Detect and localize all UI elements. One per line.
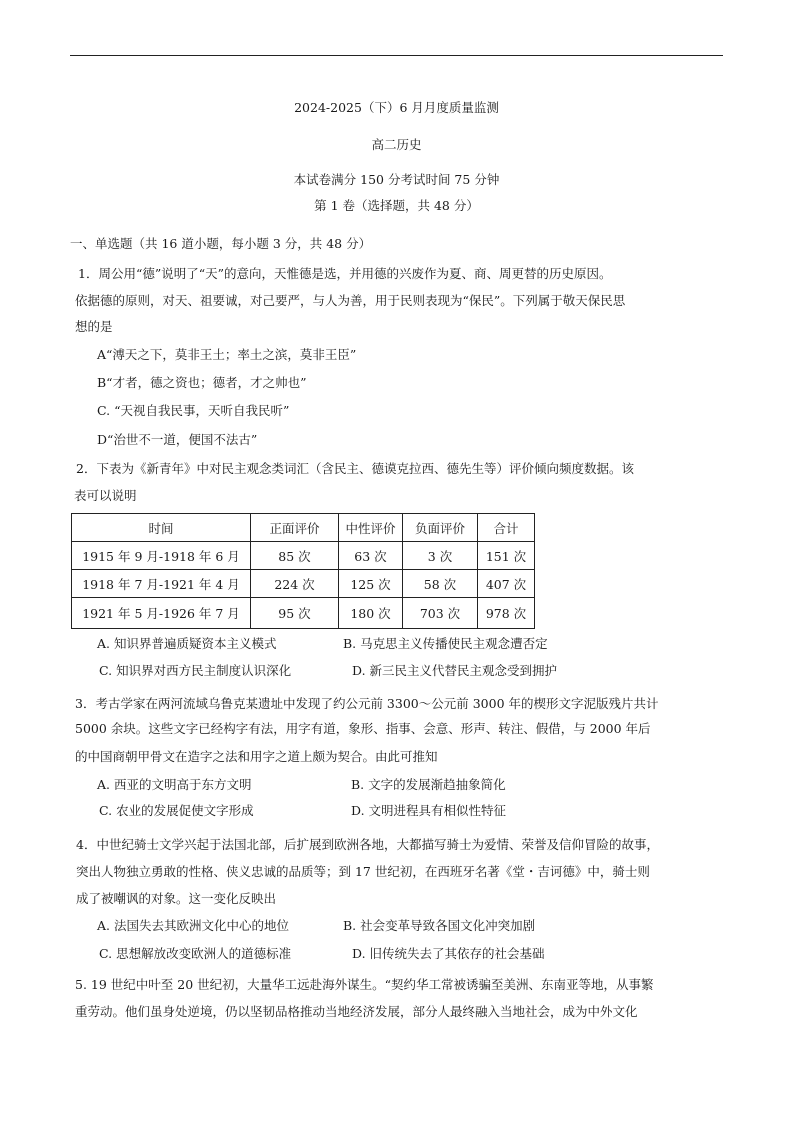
q2-line-2: 表可以说明 [74,488,137,503]
table-header-cell: 负面评价 [403,514,478,542]
q1-line-1: 1．周公用“德”说明了“天”的意向，天惟德是选，并用德的兴废作为夏、商、周更替的历史原因。 [78,266,612,281]
table-cell: 1918 年 7 月-1921 年 4 月 [72,570,251,598]
q1-line-3: 想的是 [75,319,113,334]
table-cell: 151 次 [478,542,535,570]
q2-option-b: B. 马克思主义传播使民主观念遭否定 [343,636,548,651]
q3-option-b: B. 文字的发展渐趋抽象简化 [351,777,506,792]
q4-option-d: D. 旧传统失去了其依存的社会基础 [352,946,545,961]
q4-line-3: 成了被嘲讽的对象。这一变化反映出 [76,891,277,906]
q3-line-3: 的中国商朝甲骨文在造字之法和用字之道上颇为契合。由此可推知 [75,749,438,764]
q1-option-d: D“治世不一道，便国不法古” [97,432,258,447]
table-cell: 58 次 [403,570,478,598]
volume-title: 第 1 卷（选择题，共 48 分） [314,198,479,213]
table-header-row [72,514,535,542]
q2-line-1: 2．下表为《新青年》中对民主观念类词汇（含民主、德谟克拉西、德先生等）评价倾向频度数据。该 [76,461,634,476]
table-cell: 180 次 [339,598,403,629]
q3-line-1: 3．考古学家在两河流域乌鲁克某遗址中发现了约公元前 3300～公元前 3000 年的楔形文字泥版残片共计 [75,696,659,711]
q4-line-1: 4．中世纪骑士文学兴起于法国北部，后扩展到欧洲各地，大都描写骑士为爱情、荣誉及信仰冒险的故事， [76,837,659,852]
table-cell: 1921 年 5 月-1926 年 7 月 [72,598,251,629]
q1-option-a: A“溥天之下，莫非王土；率土之滨，莫非王臣” [97,347,357,362]
top-rule [70,55,723,56]
table-cell: 3 次 [403,542,478,570]
q1-option-c: C. “天视自我民事，天听自我民听” [97,403,290,418]
table-cell: 85 次 [251,542,339,570]
table-cell: 703 次 [403,598,478,629]
q4-option-c: C. 思想解放改变欧洲人的道德标准 [99,946,292,961]
exam-info: 本试卷满分 150 分考试时间 75 分钟 [293,172,500,187]
frequency-table [71,513,535,629]
q5-line-2: 重劳动。他们虽身处逆境，仍以坚韧品格推动当地经济发展，部分人最终融入当地社会，成为中外文化 [75,1004,638,1019]
q4-line-2: 突出人物独立勇敢的性格、侠义忠诚的品质等；到 17 世纪初，在西班牙名著《堂・吉诃德》中，骑士则 [76,864,650,879]
table-header-cell: 时间 [72,514,251,542]
table-header-cell: 正面评价 [251,514,339,542]
table-cell: 125 次 [339,570,403,598]
subject-title: 高二历史 [371,137,422,152]
q1-option-b: B“才者，德之资也；德者，才之帅也” [97,375,307,390]
table-row [72,542,535,570]
table-row [72,570,535,598]
table-cell: 978 次 [478,598,535,629]
q3-option-c: C. 农业的发展促使文字形成 [99,803,254,818]
table-cell: 407 次 [478,570,535,598]
q5-line-1: 5. 19 世纪中叶至 20 世纪初，大量华工远赴海外谋生。“契约华工常被诱骗至美洲、东南亚等地，从事繁 [75,977,654,992]
table-cell: 224 次 [251,570,339,598]
q4-option-b: B. 社会变革导致各国文化冲突加剧 [343,918,536,933]
exam-title: 2024-2025（下）6 月月度质量监测 [294,100,499,115]
table-cell: 95 次 [251,598,339,629]
q2-option-c: C. 知识界对西方民主制度认识深化 [99,663,292,678]
q2-option-a: A. 知识界普遍质疑资本主义模式 [97,636,277,651]
table-header-cell: 合计 [478,514,535,542]
q3-option-a: A. 西亚的文明高于东方文明 [97,777,252,792]
section-heading: 一、单选题（共 16 道小题，每小题 3 分，共 48 分） [70,236,372,251]
q3-line-2: 5000 余块。这些文字已经构字有法，用字有道，象形、指事、会意、形声、转注、假借，与 2000 年后 [75,721,651,736]
q2-option-d: D. 新三民主义代替民主观念受到拥护 [352,663,558,678]
table-header-cell: 中性评价 [339,514,403,542]
q4-option-a: A. 法国失去其欧洲文化中心的地位 [97,918,289,933]
table-cell: 1915 年 9 月-1918 年 6 月 [72,542,251,570]
table-row [72,598,535,629]
q3-option-d: D. 文明进程具有相似性特征 [351,803,507,818]
table-cell: 63 次 [339,542,403,570]
q1-line-2: 依据德的原则，对天、祖要诚，对己要严，与人为善，用于民则表现为“保民”。下列属于敬天保民思 [75,293,626,308]
